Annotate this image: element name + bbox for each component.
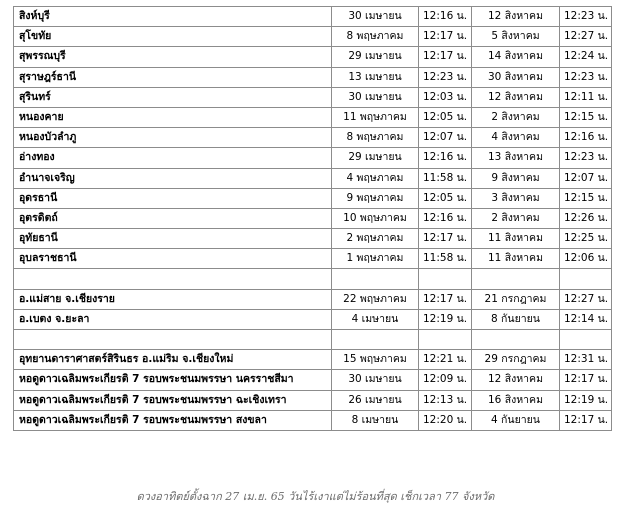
table-row: [14, 410, 612, 430]
province-cell: หอดูดาวเฉลิมพระเกียรติ 7 รอบพระชนมพรรษา สงขลา: [14, 410, 332, 430]
first-time-cell: 12:16 น.: [419, 208, 472, 228]
second-time-cell: 12:15 น.: [560, 107, 612, 127]
province-cell: [14, 269, 332, 289]
second-time-cell: 12:15 น.: [560, 188, 612, 208]
first-date-cell: 22 พฤษภาคม: [332, 289, 419, 309]
table-row: [14, 128, 612, 148]
first-time-cell: 12:23 น.: [419, 67, 472, 87]
first-date-cell: 30 เมษายน: [332, 87, 419, 107]
first-date-cell: 4 เมษายน: [332, 309, 419, 329]
second-date-cell: 30 สิงหาคม: [472, 67, 560, 87]
first-date-cell: 26 เมษายน: [332, 390, 419, 410]
province-cell: อ่างทอง: [14, 148, 332, 168]
first-date-cell: 29 เมษายน: [332, 47, 419, 67]
second-date-cell: 12 สิงหาคม: [472, 7, 560, 27]
image-caption: ดวงอาทิตย์ตั้งฉาก 27 เม.ย. 65 วันไร้เงาแต่ไม่ร้อนที่สุด เช็กเวลา 77 จังหวัด: [136, 490, 495, 503]
table-row: [14, 168, 612, 188]
first-time-cell: 12:07 น.: [419, 128, 472, 148]
second-date-cell: 21 กรกฎาคม: [472, 289, 560, 309]
first-time-cell: 12:21 น.: [419, 350, 472, 370]
province-cell: สุรินทร์: [14, 87, 332, 107]
second-date-cell: 11 สิงหาคม: [472, 249, 560, 269]
first-date-cell: [332, 330, 419, 350]
second-date-cell: 9 สิงหาคม: [472, 168, 560, 188]
first-time-cell: 12:17 น.: [419, 47, 472, 67]
second-time-cell: 12:06 น.: [560, 249, 612, 269]
table-row: [14, 390, 612, 410]
second-time-cell: 12:23 น.: [560, 67, 612, 87]
first-date-cell: 2 พฤษภาคม: [332, 229, 419, 249]
province-cell: หอดูดาวเฉลิมพระเกียรติ 7 รอบพระชนมพรรษา นครราชสีมา: [14, 370, 332, 390]
province-cell: อุทัยธานี: [14, 229, 332, 249]
first-date-cell: 15 พฤษภาคม: [332, 350, 419, 370]
province-cell: อุตรดิตถ์: [14, 208, 332, 228]
province-cell: หอดูดาวเฉลิมพระเกียรติ 7 รอบพระชนมพรรษา ฉะเชิงเทรา: [14, 390, 332, 410]
second-date-cell: 2 สิงหาคม: [472, 208, 560, 228]
second-date-cell: 16 สิงหาคม: [472, 390, 560, 410]
first-time-cell: 12:05 น.: [419, 107, 472, 127]
first-date-cell: 11 พฤษภาคม: [332, 107, 419, 127]
province-cell: อุบลราชธานี: [14, 249, 332, 269]
province-cell: สิงห์บุรี: [14, 7, 332, 27]
table-row: [14, 7, 612, 27]
first-time-cell: 11:58 น.: [419, 249, 472, 269]
second-date-cell: 2 สิงหาคม: [472, 107, 560, 127]
province-cell: สุพรรณบุรี: [14, 47, 332, 67]
second-time-cell: 12:27 น.: [560, 27, 612, 47]
province-cell: อำนาจเจริญ: [14, 168, 332, 188]
second-time-cell: 12:27 น.: [560, 289, 612, 309]
sun-times-table-container: [13, 6, 611, 431]
sun-times-table: [13, 6, 612, 431]
first-time-cell: 12:09 น.: [419, 370, 472, 390]
table-row: [14, 27, 612, 47]
second-time-cell: 12:19 น.: [560, 390, 612, 410]
first-time-cell: 12:03 น.: [419, 87, 472, 107]
first-date-cell: [332, 269, 419, 289]
second-date-cell: 8 กันยายน: [472, 309, 560, 329]
province-cell: [14, 330, 332, 350]
first-time-cell: 12:05 น.: [419, 188, 472, 208]
second-time-cell: 12:17 น.: [560, 370, 612, 390]
second-date-cell: [472, 330, 560, 350]
province-cell: หนองคาย: [14, 107, 332, 127]
first-time-cell: [419, 330, 472, 350]
first-time-cell: 12:17 น.: [419, 289, 472, 309]
table-row: [14, 87, 612, 107]
table-row: [14, 269, 612, 289]
province-cell: อ.เบตง จ.ยะลา: [14, 309, 332, 329]
province-cell: อ.แม่สาย จ.เชียงราย: [14, 289, 332, 309]
second-time-cell: 12:07 น.: [560, 168, 612, 188]
second-time-cell: 12:11 น.: [560, 87, 612, 107]
first-date-cell: 1 พฤษภาคม: [332, 249, 419, 269]
first-date-cell: 29 เมษายน: [332, 148, 419, 168]
first-date-cell: 10 พฤษภาคม: [332, 208, 419, 228]
table-row: [14, 249, 612, 269]
first-time-cell: [419, 269, 472, 289]
table-row: [14, 289, 612, 309]
table-row: [14, 47, 612, 67]
first-time-cell: 12:17 น.: [419, 229, 472, 249]
table-body: [14, 7, 612, 431]
second-time-cell: [560, 269, 612, 289]
second-date-cell: 11 สิงหาคม: [472, 229, 560, 249]
table-row: [14, 107, 612, 127]
first-time-cell: 11:58 น.: [419, 168, 472, 188]
second-date-cell: 12 สิงหาคม: [472, 87, 560, 107]
province-cell: สุโขทัย: [14, 27, 332, 47]
second-time-cell: 12:14 น.: [560, 309, 612, 329]
first-time-cell: 12:16 น.: [419, 7, 472, 27]
table-row: [14, 229, 612, 249]
second-date-cell: 5 สิงหาคม: [472, 27, 560, 47]
province-cell: อุทยานดาราศาสตร์สิรินธร อ.แม่ริม จ.เชียงใหม่: [14, 350, 332, 370]
second-time-cell: 12:31 น.: [560, 350, 612, 370]
second-time-cell: 12:16 น.: [560, 128, 612, 148]
province-cell: อุดรธานี: [14, 188, 332, 208]
second-time-cell: 12:23 น.: [560, 148, 612, 168]
first-time-cell: 12:20 น.: [419, 410, 472, 430]
second-time-cell: [560, 330, 612, 350]
first-date-cell: 9 พฤษภาคม: [332, 188, 419, 208]
first-date-cell: 30 เมษายน: [332, 7, 419, 27]
province-cell: หนองบัวลำภู: [14, 128, 332, 148]
second-time-cell: 12:26 น.: [560, 208, 612, 228]
table-row: [14, 309, 612, 329]
first-date-cell: 8 เมษายน: [332, 410, 419, 430]
first-time-cell: 12:19 น.: [419, 309, 472, 329]
second-date-cell: 14 สิงหาคม: [472, 47, 560, 67]
second-date-cell: 4 กันยายน: [472, 410, 560, 430]
table-row: [14, 370, 612, 390]
second-date-cell: 13 สิงหาคม: [472, 148, 560, 168]
table-row: [14, 350, 612, 370]
first-time-cell: 12:17 น.: [419, 27, 472, 47]
first-date-cell: 8 พฤษภาคม: [332, 27, 419, 47]
table-row: [14, 208, 612, 228]
second-date-cell: [472, 269, 560, 289]
first-date-cell: 13 เมษายน: [332, 67, 419, 87]
table-row: [14, 330, 612, 350]
first-time-cell: 12:13 น.: [419, 390, 472, 410]
first-time-cell: 12:16 น.: [419, 148, 472, 168]
second-time-cell: 12:17 น.: [560, 410, 612, 430]
table-row: [14, 188, 612, 208]
second-time-cell: 12:25 น.: [560, 229, 612, 249]
table-row: [14, 148, 612, 168]
second-date-cell: 29 กรกฎาคม: [472, 350, 560, 370]
second-time-cell: 12:24 น.: [560, 47, 612, 67]
table-row: [14, 67, 612, 87]
second-time-cell: 12:23 น.: [560, 7, 612, 27]
first-date-cell: 30 เมษายน: [332, 370, 419, 390]
province-cell: สุราษฎร์ธานี: [14, 67, 332, 87]
first-date-cell: 8 พฤษภาคม: [332, 128, 419, 148]
second-date-cell: 4 สิงหาคม: [472, 128, 560, 148]
second-date-cell: 3 สิงหาคม: [472, 188, 560, 208]
second-date-cell: 12 สิงหาคม: [472, 370, 560, 390]
first-date-cell: 4 พฤษภาคม: [332, 168, 419, 188]
